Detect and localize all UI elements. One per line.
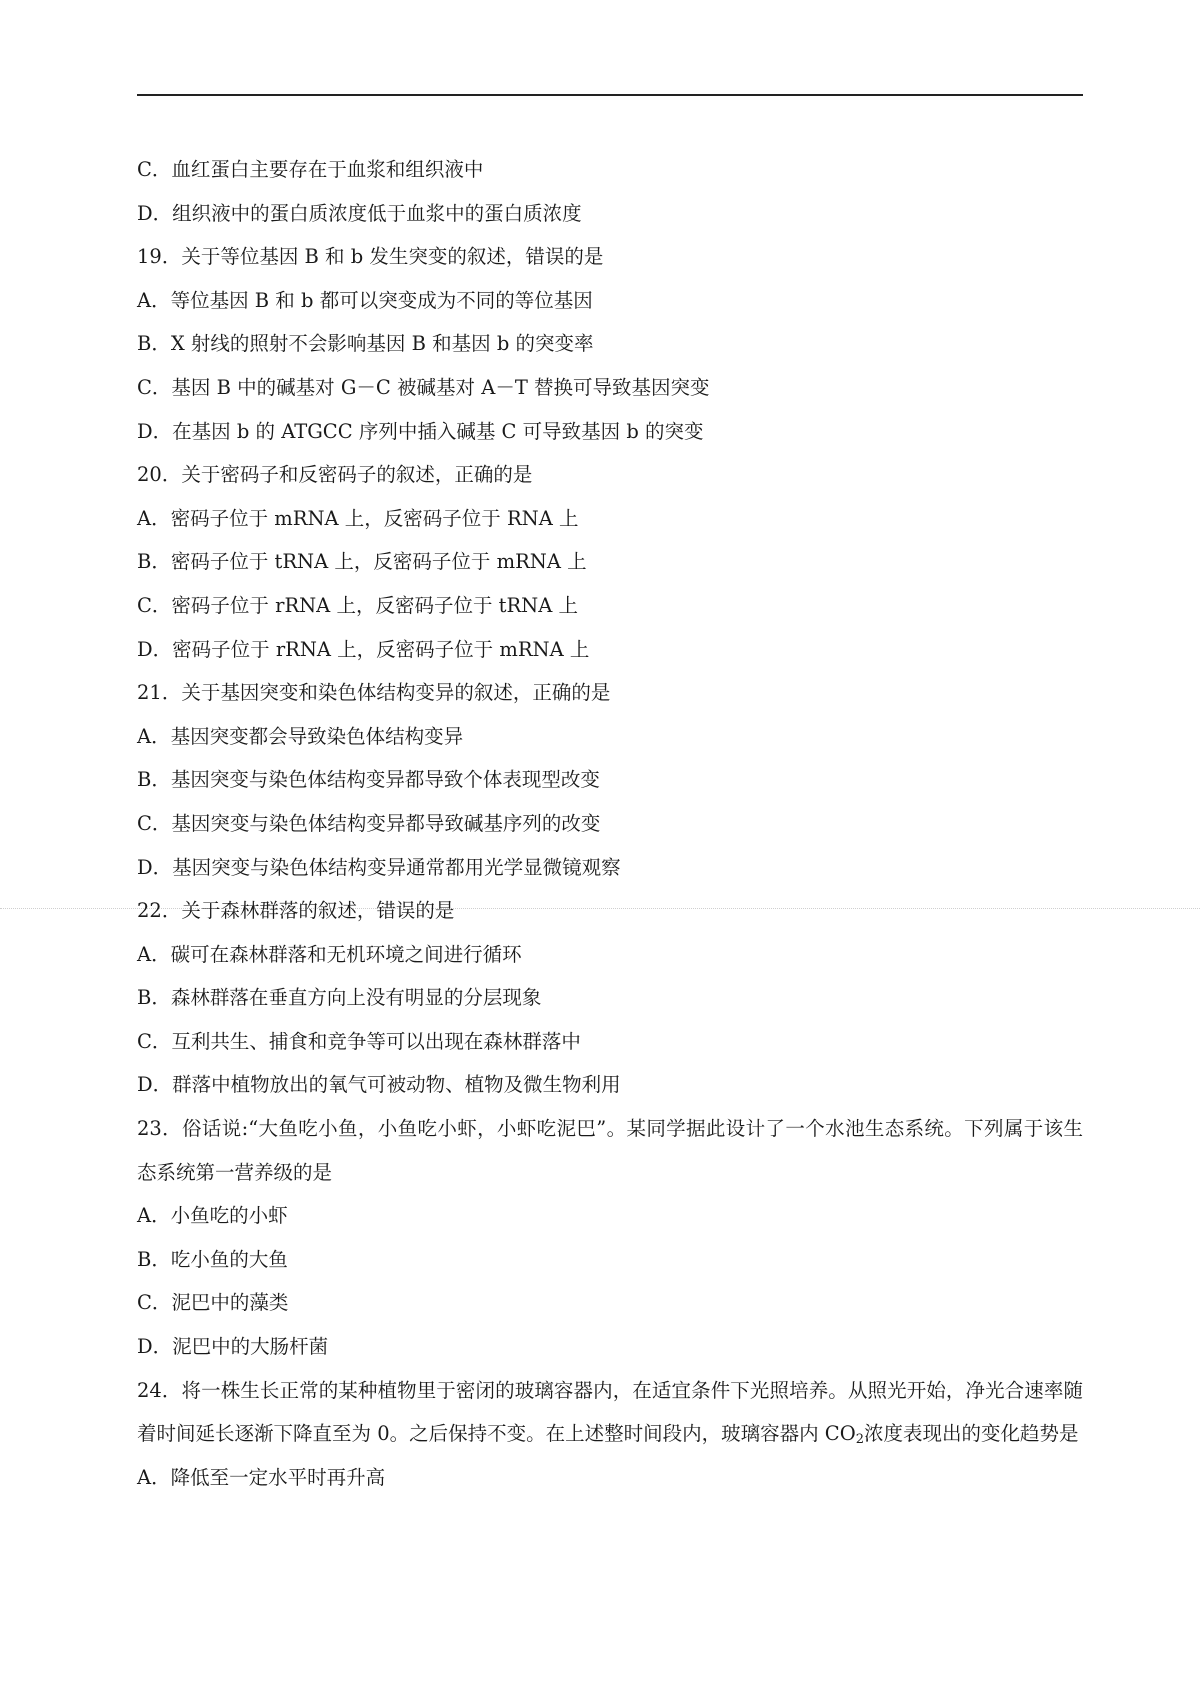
- q23-option-d: D．泥巴中的大肠杆菌: [137, 1335, 329, 1359]
- q24-option-a: A．降低至一定水平时再升高: [137, 1465, 386, 1489]
- q23-stem: 23．俗话说:“大鱼吃小鱼，小鱼吃小虾，小虾吃泥巴”。某同学据此设计了一个水池生态系统。下列属于该生态系统第一营养级的是: [137, 1117, 1083, 1184]
- q22-option-a: A．碳可在森林群落和无机环境之间进行循环: [137, 942, 522, 966]
- q21-option-d: D．基因突变与染色体结构变异通常都用光学显微镜观察: [137, 855, 621, 879]
- q20-option-c: C．密码子位于 rRNA 上，反密码子位于 tRNA 上: [137, 593, 579, 617]
- q20-stem: 20．关于密码子和反密码子的叙述，正确的是: [137, 463, 533, 487]
- q19-option-d: D．在基因 b 的 ATGCC 序列中插入碱基 C 可导致基因 b 的突变: [137, 419, 704, 443]
- q22-option-b: B．森林群落在垂直方向上没有明显的分层现象: [137, 986, 542, 1010]
- document-body: [137, 148, 1083, 1499]
- q21-option-a: A．基因突变都会导致染色体结构变异: [137, 724, 464, 748]
- q22-option-d: D．群落中植物放出的氧气可被动物、植物及微生物利用: [137, 1073, 621, 1097]
- q19-option-a: A．等位基因 B 和 b 都可以突变成为不同的等位基因: [137, 288, 593, 312]
- q21-option-b: B．基因突变与染色体结构变异都导致个体表现型改变: [137, 768, 600, 792]
- q24-stem: [137, 1369, 1083, 1456]
- q20-option-b: B．密码子位于 tRNA 上，反密码子位于 mRNA 上: [137, 550, 587, 574]
- q19-option-b: B．X 射线的照射不会影响基因 B 和基因 b 的突变率: [137, 332, 594, 356]
- q18-option-c: C．血红蛋白主要存在于血浆和组织液中: [137, 158, 484, 181]
- q23-option-a: A．小鱼吃的小虾: [137, 1204, 288, 1228]
- q24-stem-text: 24．将一株生长正常的某种植物里于密闭的玻璃容器内，在适宜条件下光照培养。从照光开始，净光合速率随着时间延长逐渐下降直至为 0。之后保持不变。在上述整时间段内，玻璃容器内 CO: [137, 1378, 1083, 1446]
- q21-option-c: C．基因突变与染色体结构变异都导致碱基序列的改变: [137, 811, 601, 835]
- q23-option-b: B．吃小鱼的大鱼: [137, 1247, 288, 1271]
- q18-option-d: D．组织液中的蛋白质浓度低于血浆中的蛋白质浓度: [137, 201, 582, 225]
- q19-option-c: C．基因 B 中的碱基对 G－C 被碱基对 A－T 替换可导致基因突变: [137, 375, 710, 399]
- q23-option-c: C．泥巴中的藻类: [137, 1291, 289, 1315]
- header-rule: [137, 94, 1083, 96]
- q24-co2-subscript: 2: [855, 1432, 864, 1448]
- q20-option-a: A．密码子位于 mRNA 上，反密码子位于 RNA 上: [137, 506, 579, 530]
- q20-option-d: D．密码子位于 rRNA 上，反密码子位于 mRNA 上: [137, 637, 590, 661]
- q21-stem: 21．关于基因突变和染色体结构变异的叙述，正确的是: [137, 681, 611, 705]
- q22-stem: 22．关于森林群落的叙述，错误的是: [137, 899, 455, 923]
- q22-option-c: C．互利共生、捕食和竞争等可以出现在森林群落中: [137, 1029, 581, 1053]
- q24-stem-text-end: 浓度表现出的变化趋势是: [864, 1422, 1079, 1446]
- q19-stem: 19．关于等位基因 B 和 b 发生突变的叙述，错误的是: [137, 245, 604, 269]
